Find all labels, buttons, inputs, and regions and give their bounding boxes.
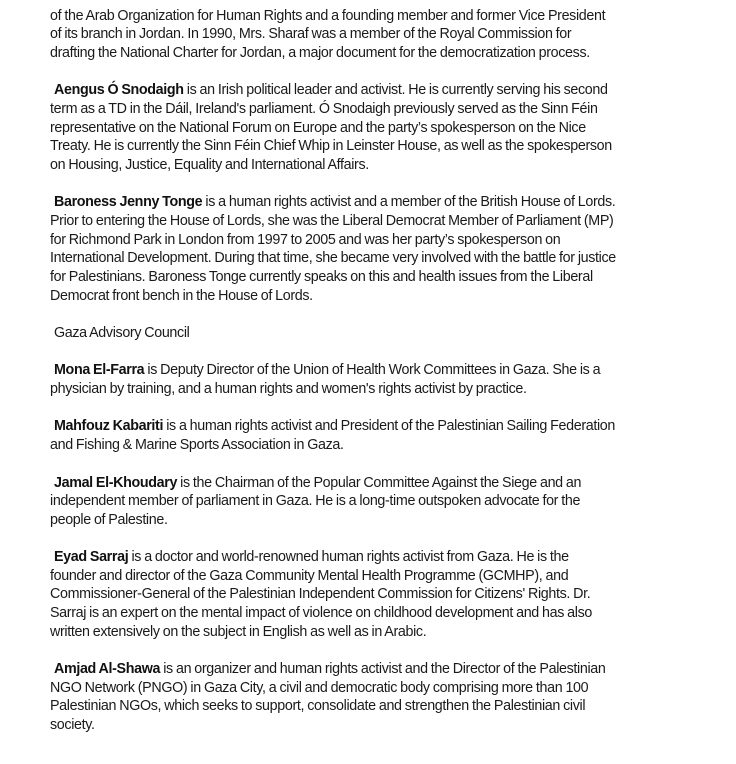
person-name: Baroness Jenny Tonge [54, 194, 203, 210]
text-line [54, 417, 615, 435]
text-line: Sarraj is an expert on the mental impact of violence on childhood development and has also [50, 605, 592, 621]
text-line: NGO Network (PNGO) in Gaza City, a civil and democratic body comprising more than 100 [50, 680, 589, 696]
text-line [54, 193, 615, 211]
text-line [54, 474, 581, 492]
text-line: written extensively on the subject in English as well as in Arabic. [50, 624, 427, 640]
text-line: of the Arab Organization for Human Rights and a founding member and former Vice President [50, 8, 606, 24]
text-line: representative on the National Forum on Europe and the party’s spokesperson on the Nice [50, 120, 586, 136]
text-line: physician by training, and a human rights and women's rights activist by practice. [50, 381, 527, 397]
text-line: founder and director of the Gaza Community Mental Health Programme (GCMHP), and [50, 568, 569, 584]
section-heading: Gaza Advisory Council [54, 325, 190, 341]
text-line: for Richmond Park in London from 1997 to 2005 and was her party’s spokesperson on [50, 232, 561, 248]
text-line: people of Palestine. [50, 512, 168, 528]
person-name: Mahfouz Kabariti [54, 418, 164, 434]
text-line: of its branch in Jordan. In 1990, Mrs. Sharaf was a member of the Royal Commission for [50, 26, 572, 42]
person-name: Amjad Al-Shawa [54, 661, 161, 677]
text-line [54, 660, 606, 678]
text-line: Treaty. He is currently the Sinn Féin Chief Whip in Leinster House, as well as the spokesperson [50, 138, 612, 154]
text-span: is a doctor and world-renowned human rights activist from Gaza. He is the [128, 549, 569, 565]
text-span: is a human rights activist and a member of the British House of Lords. [202, 194, 616, 210]
text-line: society. [50, 717, 95, 733]
text-span: is an Irish political leader and activist. He is currently serving his second [183, 82, 608, 98]
text-span: is a human rights activist and President of the Palestinian Sailing Federation [163, 418, 615, 434]
text-span: is an organizer and human rights activist and the Director of the Palestinian [160, 661, 606, 677]
text-line: independent member of parliament in Gaza. He is a long-time outspoken advocate for the [50, 493, 581, 509]
text-line: drafting the National Charter for Jordan, a major document for the democratization process. [50, 45, 590, 61]
text-line: Democrat front bench in the House of Lords. [50, 288, 313, 304]
person-name: Jamal El-Khoudary [54, 475, 178, 491]
text-line: Palestinian NGOs, which seeks to support, consolidate and strengthen the Palestinian civil [50, 698, 586, 714]
text-line: Prior to entering the House of Lords, she was the Liberal Democrat Member of Parliament (MP) [50, 213, 614, 229]
text-line [54, 361, 600, 379]
text-line [54, 548, 569, 566]
person-name: Mona El-Farra [54, 362, 145, 378]
text-line: on Housing, Justice, Equality and International Affairs. [50, 157, 369, 173]
text-line: Commissioner-General of the Palestinian Independent Commission for Citizens' Rights. Dr. [50, 586, 591, 602]
text-span: is the Chairman of the Popular Committee Against the Siege and an [177, 475, 582, 491]
text-line: term as a TD in the Dáil, Ireland's parliament. Ó Snodaigh previously served as the Sinn Féin [50, 101, 598, 117]
person-name: Aengus Ó Snodaigh [54, 82, 184, 98]
text-line: International Development. During that time, she became very involved with the battle for justice [50, 250, 616, 266]
person-name: Eyad Sarraj [54, 549, 129, 565]
text-line: for Palestinians. Baroness Tonge currently speaks on this and health issues from the Liberal [50, 269, 593, 285]
text-span: is Deputy Director of the Union of Health Work Committees in Gaza. She is a [144, 362, 601, 378]
text-line: and Fishing & Marine Sports Association in Gaza. [50, 437, 344, 453]
text-line [54, 81, 608, 99]
